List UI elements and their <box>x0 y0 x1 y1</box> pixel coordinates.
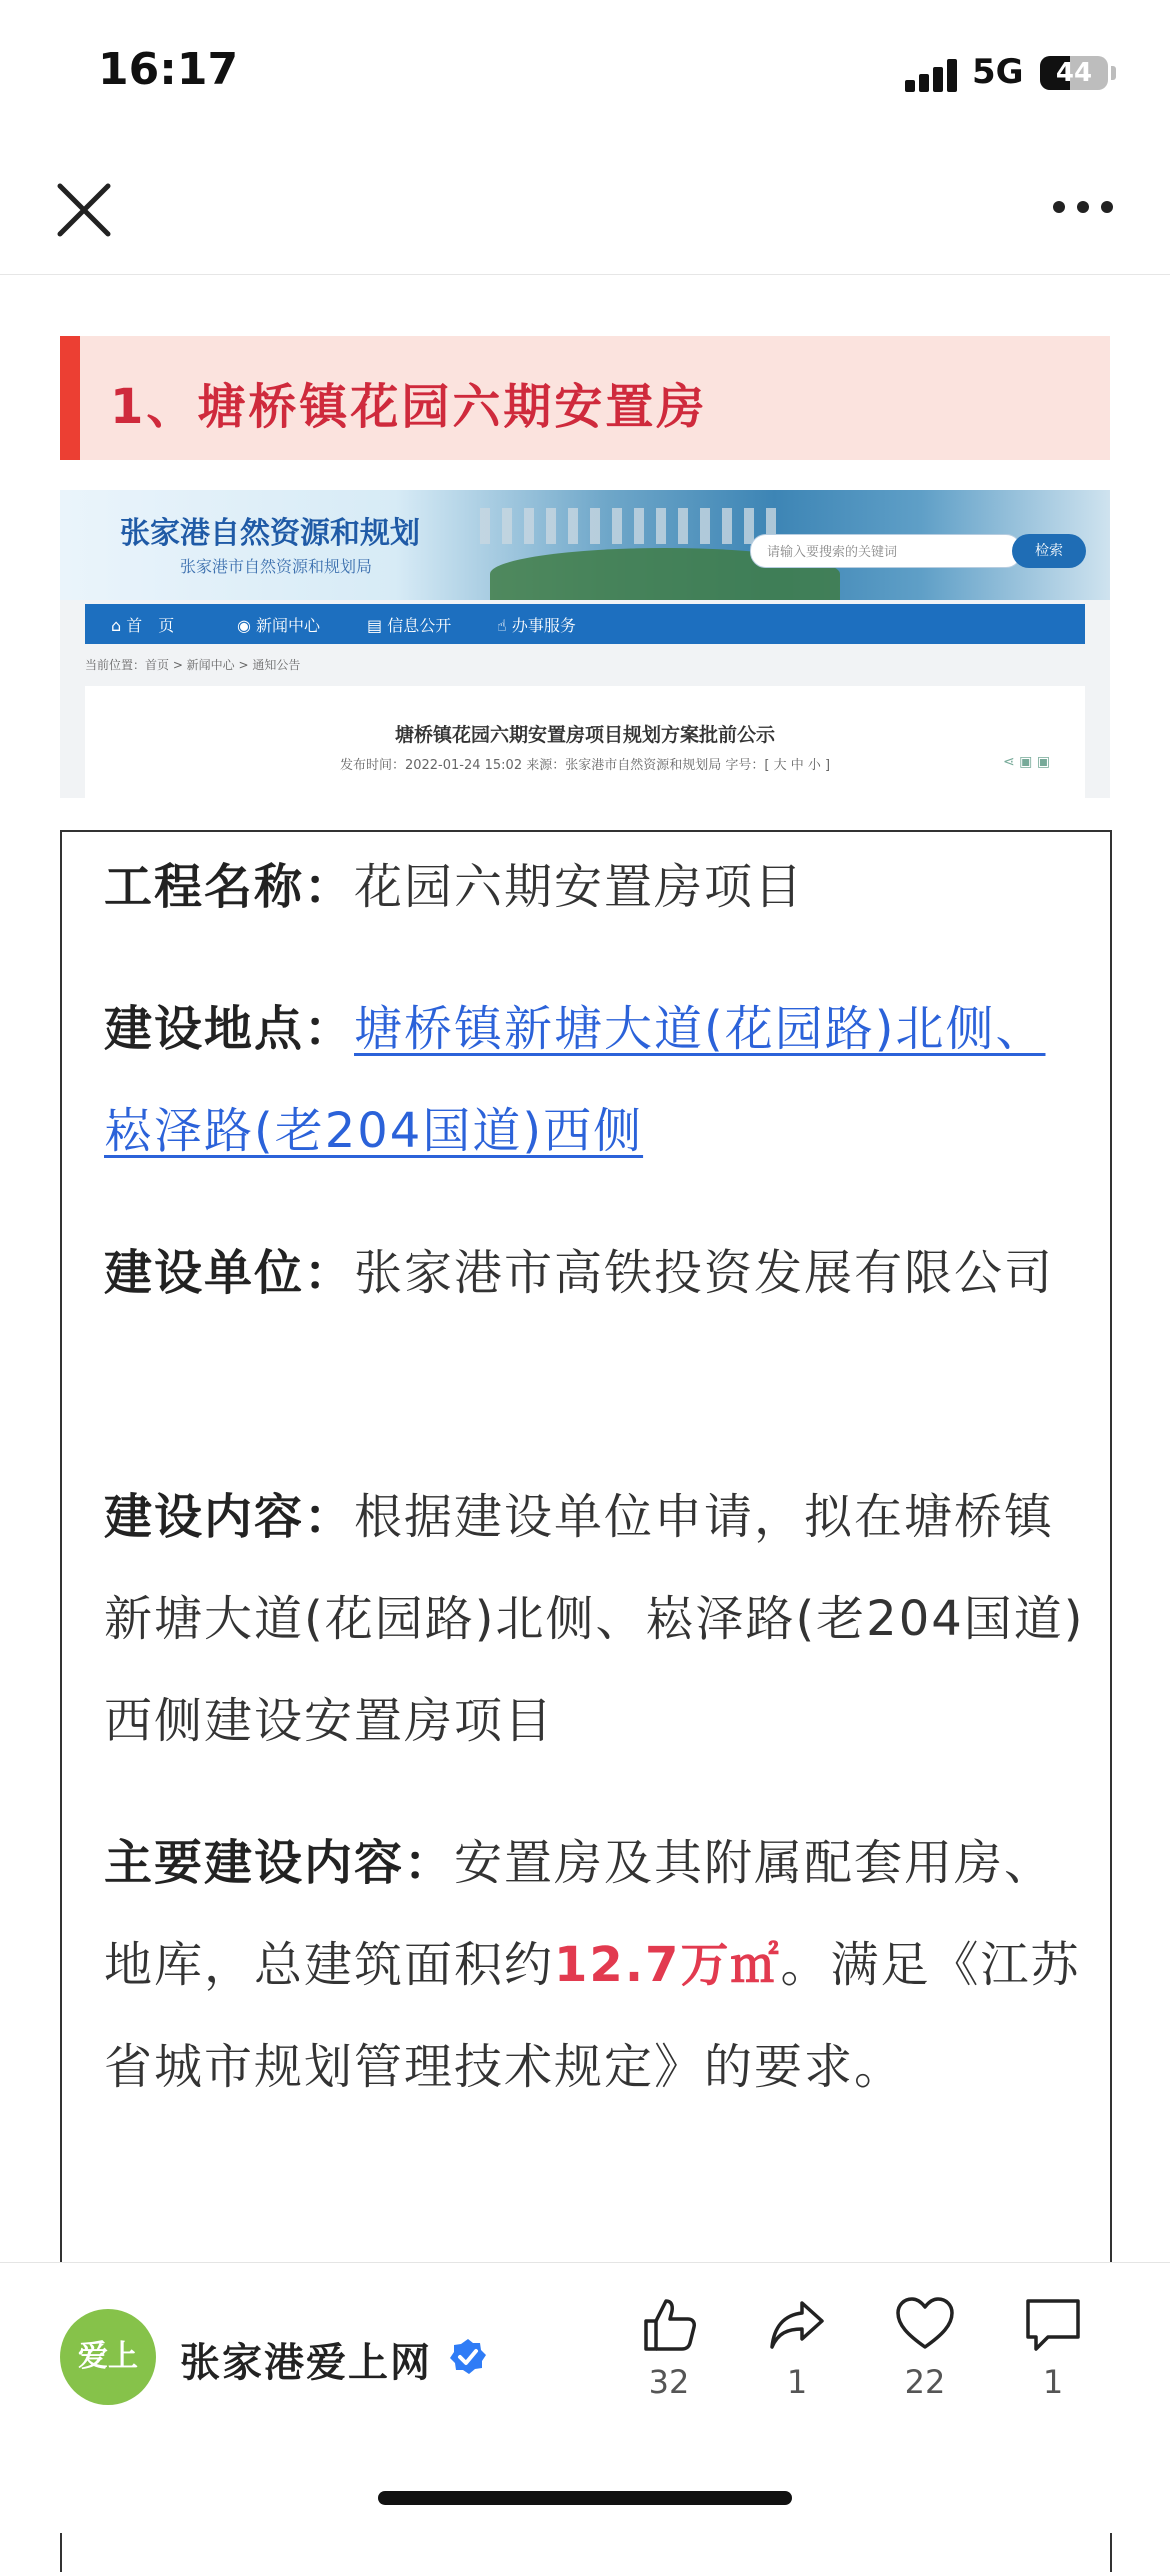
main-content-label: 主要建设内容： <box>104 1835 455 1891</box>
close-icon[interactable] <box>54 180 114 240</box>
site-skyline <box>480 508 780 544</box>
site-search-placeholder: 请输入要搜索的关键词 <box>767 545 898 560</box>
site-article-card <box>85 686 1085 798</box>
website-screenshot-image[interactable] <box>60 490 1110 798</box>
section-header <box>60 336 1110 460</box>
site-nav-home: ⌂ 首 页 <box>111 616 175 635</box>
battery-tip <box>1111 66 1116 80</box>
site-share-icons: ⋖ ▣ ▣ <box>1003 754 1051 770</box>
main-content-value-1: 安置房及其附属配套用房、地库，总建筑面积约 <box>104 1835 1055 1993</box>
share-icon <box>766 2293 828 2355</box>
site-nav-service: ☝ 办事服务 <box>497 616 576 635</box>
status-time: 16:17 <box>98 44 239 95</box>
project-name-label: 工程名称： <box>104 859 355 915</box>
builder-row <box>104 1222 1094 1324</box>
heart-icon <box>894 2293 956 2355</box>
site-nav-info: ▤ 信息公开 <box>367 616 452 635</box>
status-bar <box>0 0 1170 140</box>
main-content-value-2: 。满足《江苏省城市规划管理技术规定》的要求。 <box>104 1937 1081 2095</box>
nav-bar <box>0 140 1170 275</box>
site-article-title: 塘桥镇花园六期安置房项目规划方案批前公示 <box>394 724 775 746</box>
comment-count: 1 <box>1042 2363 1064 2401</box>
project-name-value: 花园六期安置房项目 <box>354 859 805 915</box>
site-subtitle: 张家港市自然资源和规划局 <box>180 557 373 576</box>
location-row <box>104 978 1094 1182</box>
site-search-input <box>750 534 1022 568</box>
home-indicator[interactable] <box>378 2491 792 2505</box>
floor-area-highlight: 12.7万㎡ <box>554 1937 781 1993</box>
builder-label: 建设单位： <box>104 1245 355 1301</box>
site-nav <box>85 604 1085 644</box>
main-content-row <box>104 1812 1094 2118</box>
account-avatar[interactable] <box>60 2309 156 2405</box>
account-name[interactable]: 张家港爱上网 <box>180 2340 432 2386</box>
location-label: 建设地点： <box>104 1001 355 1057</box>
comment-icon <box>1022 2293 1084 2355</box>
network-label: 5G <box>972 52 1024 92</box>
like-count: 32 <box>648 2363 690 2401</box>
like-action[interactable] <box>624 2293 714 2413</box>
more-icon[interactable] <box>1052 200 1114 214</box>
content-label: 建设内容： <box>104 1489 355 1545</box>
content-value: 根据建设单位申请，拟在塘桥镇新塘大道(花园路)北侧、崧泽路(老204国道)西侧建设安置房项目 <box>104 1489 1085 1749</box>
share-count: 1 <box>786 2363 808 2401</box>
site-article-meta: 发布时间：2022-01-24 15:02 来源：张家港市自然资源和规划局 字号：[ 大 中 小 ] <box>339 758 831 773</box>
location-link[interactable]: 塘桥镇新塘大道(花园路)北侧、崧泽路(老204国道)西侧 <box>104 1001 1046 1159</box>
battery-icon <box>1040 56 1108 90</box>
thumbs-up-icon <box>638 2293 700 2355</box>
site-breadcrumb: 当前位置：首页 > 新闻中心 > 通知公告 <box>85 658 301 672</box>
signal-icon <box>905 58 957 92</box>
bottom-bar <box>0 2262 1170 2533</box>
site-banner <box>60 490 1110 600</box>
verified-icon <box>448 2337 488 2377</box>
favorite-action[interactable] <box>880 2293 970 2413</box>
content-row <box>104 1466 1094 1772</box>
battery-level: 44 <box>1055 58 1093 88</box>
site-search-button: 检索 <box>1012 534 1086 568</box>
share-action[interactable] <box>752 2293 842 2413</box>
comment-action[interactable] <box>1008 2293 1098 2413</box>
project-name-row <box>104 836 1094 938</box>
section-title: 1、塘桥镇花园六期安置房 <box>110 379 708 435</box>
builder-value: 张家港市高铁投资发展有限公司 <box>354 1245 1055 1301</box>
favorite-count: 22 <box>904 2363 946 2401</box>
site-nav-news: ◉ 新闻中心 <box>237 616 321 635</box>
section-accent-bar <box>60 336 80 460</box>
site-name: 张家港自然资源和规划 <box>120 516 420 551</box>
avatar-text: 爱上 <box>78 2339 138 2374</box>
